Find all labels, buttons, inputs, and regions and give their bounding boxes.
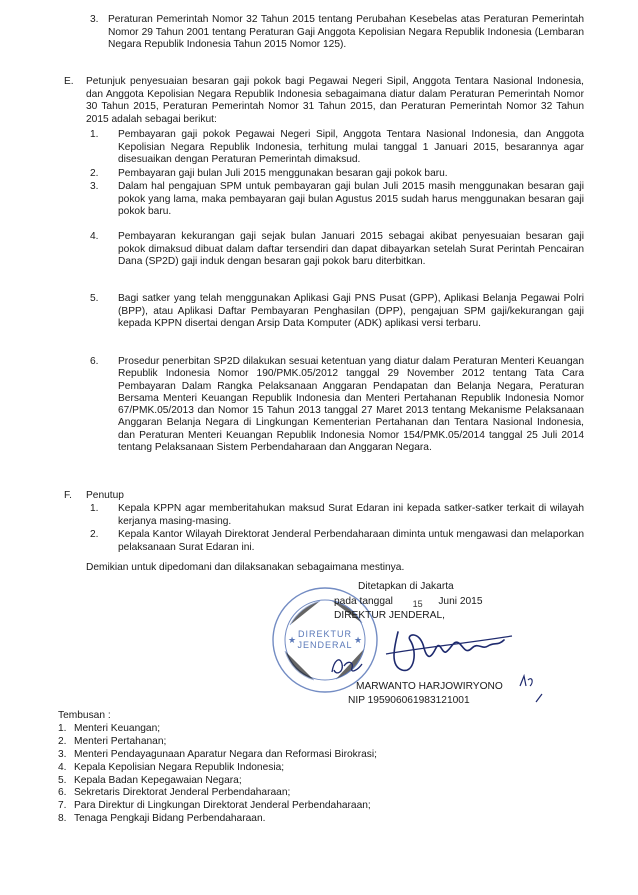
svg-text:★: ★ (354, 635, 363, 645)
e-item-3-text: Dalam hal pengajuan SPM untuk pembayaran gaji bulan Juli 2015 masih menggunakan besaran gaji pokok yang lama, maka pembayaran gaji bulan Agustus 2015 sudah harus menggunakan besaran gaji pokok baru. (118, 181, 584, 218)
list-item: 4. Kepala Kepolisian Negara Republik Indonesia; (58, 761, 285, 773)
handwritten-signature (380, 618, 520, 680)
stamp-line-1: DIREKTUR (297, 629, 353, 639)
e-item-1-text: Pembayaran gaji pokok Pegawai Negeri Sipil, Anggota Tentara Nasional Indonesia, dan Anggota Kepolisian Negara Republik Indonesia, terhitung mulai tanggal 1 Januari 2015, besarannya agar disesuaikan dengan Peraturan Pemerintah dimaksud. (118, 129, 584, 166)
margin-initial-mark (516, 672, 546, 712)
f-item-2-number: 2. (90, 529, 99, 540)
f-item-2-text: Kepala Kantor Wilayah Direktorat Jenderal Perbendaharaan diminta untuk mengawasi dan melaporkan pelaksanaan Surat Edaran ini. (118, 529, 584, 553)
f-item-1-text: Kepala KPPN agar memberitahukan maksud Surat Edaran ini kepada satker-satker terkait di wilayah kerjanya masing-masing. (118, 503, 584, 527)
closing-statement: Demikian untuk dipedomani dan dilaksanakan sebagaimana mestinya. (86, 562, 405, 573)
date-rest: Juni 2015 (438, 596, 483, 607)
section-e-letter: E. (64, 76, 74, 87)
signature-place: Ditetapkan di Jakarta (358, 581, 454, 592)
list-item: 3. Menteri Pendayagunaan Aparatur Negara dan Reformasi Birokrasi; (58, 748, 377, 760)
section-e-intro: Petunjuk penyesuaian besaran gaji pokok bagi Pegawai Negeri Sipil, Anggota Tentara Nasional Indonesia, dan Anggota Kepolisian Negara Republik Indonesia sebagaimana diatur dalam Peraturan Pemerintah Nomor 30 Tahun 2015, Peraturan Pemerintah Nomor 31 Tahun 2015, dan Peraturan Pemerintah Nomor 32 Tahun 2015 adalah sebagai berikut: (86, 76, 584, 125)
svg-text:★: ★ (288, 635, 297, 645)
signature-position: DIREKTUR JENDERAL, (334, 610, 445, 621)
signature-date (334, 595, 483, 608)
item-3-text: Peraturan Pemerintah Nomor 32 Tahun 2015 tentang Perubahan Kesebelas atas Peraturan Pemerintah Nomor 29 Tahun 2001 tentang Peraturan Gaji Anggota Kepolisian Negara Republik Indonesia (Lembaran Negara Republik Indonesia Tahun 2015 Nomor 125). (108, 14, 584, 51)
e-item-5-text: Bagi satker yang telah menggunakan Aplikasi Gaji PNS Pusat (GPP), Aplikasi Belanja Pegawai Polri (BPP), atau Aplikasi Daftar Pembayaran Penghasilan (DPP), pengajuan SPM gaji/kekurangan gaji kepada KPPN disertai dengan Arsip Data Komputer (ADK) aplikasi versi terbaru. (118, 293, 584, 330)
list-item: 1. Menteri Keuangan; (58, 722, 161, 734)
stamp-line-2: JENDERAL (297, 640, 353, 650)
e-item-5-number: 5. (90, 293, 99, 304)
tembusan-title: Tembusan : (58, 710, 111, 721)
list-item: 7. Para Direktur di Lingkungan Direktorat Jenderal Perbendaharaan; (58, 800, 371, 812)
section-f-title: Penutup (86, 490, 124, 501)
tembusan-list (58, 723, 377, 826)
e-item-6-number: 6. (90, 356, 99, 367)
section-f-letter: F. (64, 490, 72, 501)
list-item: 2. Menteri Pertahanan; (58, 735, 167, 747)
e-item-4-text: Pembayaran kekurangan gaji sejak bulan Januari 2015 sebagai akibat penyesuaian besaran gaji pokok dimaksud dibuat dalam daftar tersendiri dan dapat dibayarkan setelah Surat Perintah Pencairan Dana (SP2D) gaji induk dengan besaran gaji pokok baru diterbitkan. (118, 231, 584, 268)
e-item-2-number: 2. (90, 168, 99, 179)
list-item: 8. Tenaga Pengkaji Bidang Perbendaharaan. (58, 813, 266, 825)
e-item-1-number: 1. (90, 129, 99, 140)
tembusan-section (58, 710, 377, 826)
e-item-2-text: Pembayaran gaji bulan Juli 2015 menggunakan besaran gaji pokok baru. (118, 168, 448, 179)
paraf-initial (326, 650, 366, 680)
e-item-6-text: Prosedur penerbitan SP2D dilakukan sesuai ketentuan yang diatur dalam Peraturan Menteri Keuangan Republik Indonesia Nomor 190/PMK.05/2012 tanggal 29 November 2012 tentang Tata Cara Pembayaran Dalam Rangka Pelaksanaan Anggaran Pendapatan dan Belanja Negara, Peraturan Bersama Menteri Keuangan Republik Indonesia dan Menteri Pertahanan Republik Indonesia Nomor 67/PMK.05/2013 dan Nomor 15 Tahun 2013 tanggal 27 Maret 2013 tentang Mekanisme Pelaksanaan Anggaran Belanja Negara di Lingkungan Kementerian Pertahanan dan Tentara Nasional Indonesia, dan Peraturan Menteri Keuangan Republik Indonesia Nomor 154/PMK.05/2014 tanggal 25 Juli 2014 tentang Pelaksanaan Sistem Perbendaharaan dan Anggaran Negara. (118, 356, 584, 454)
signatory-name: MARWANTO HARJOWIRYONO (356, 681, 503, 692)
date-prefix: pada tanggal (334, 596, 393, 607)
date-day-handwritten: 15 (412, 599, 423, 609)
item-3-number: 3. (90, 14, 99, 25)
list-item: 5. Kepala Badan Kepegawaian Negara; (58, 774, 242, 786)
list-item: 6. Sekretaris Direktorat Jenderal Perbendaharaan; (58, 787, 291, 799)
signatory-nip: NIP 195906061983121001 (348, 695, 470, 706)
f-item-1-number: 1. (90, 503, 99, 514)
e-item-3-number: 3. (90, 181, 99, 192)
e-item-4-number: 4. (90, 231, 99, 242)
